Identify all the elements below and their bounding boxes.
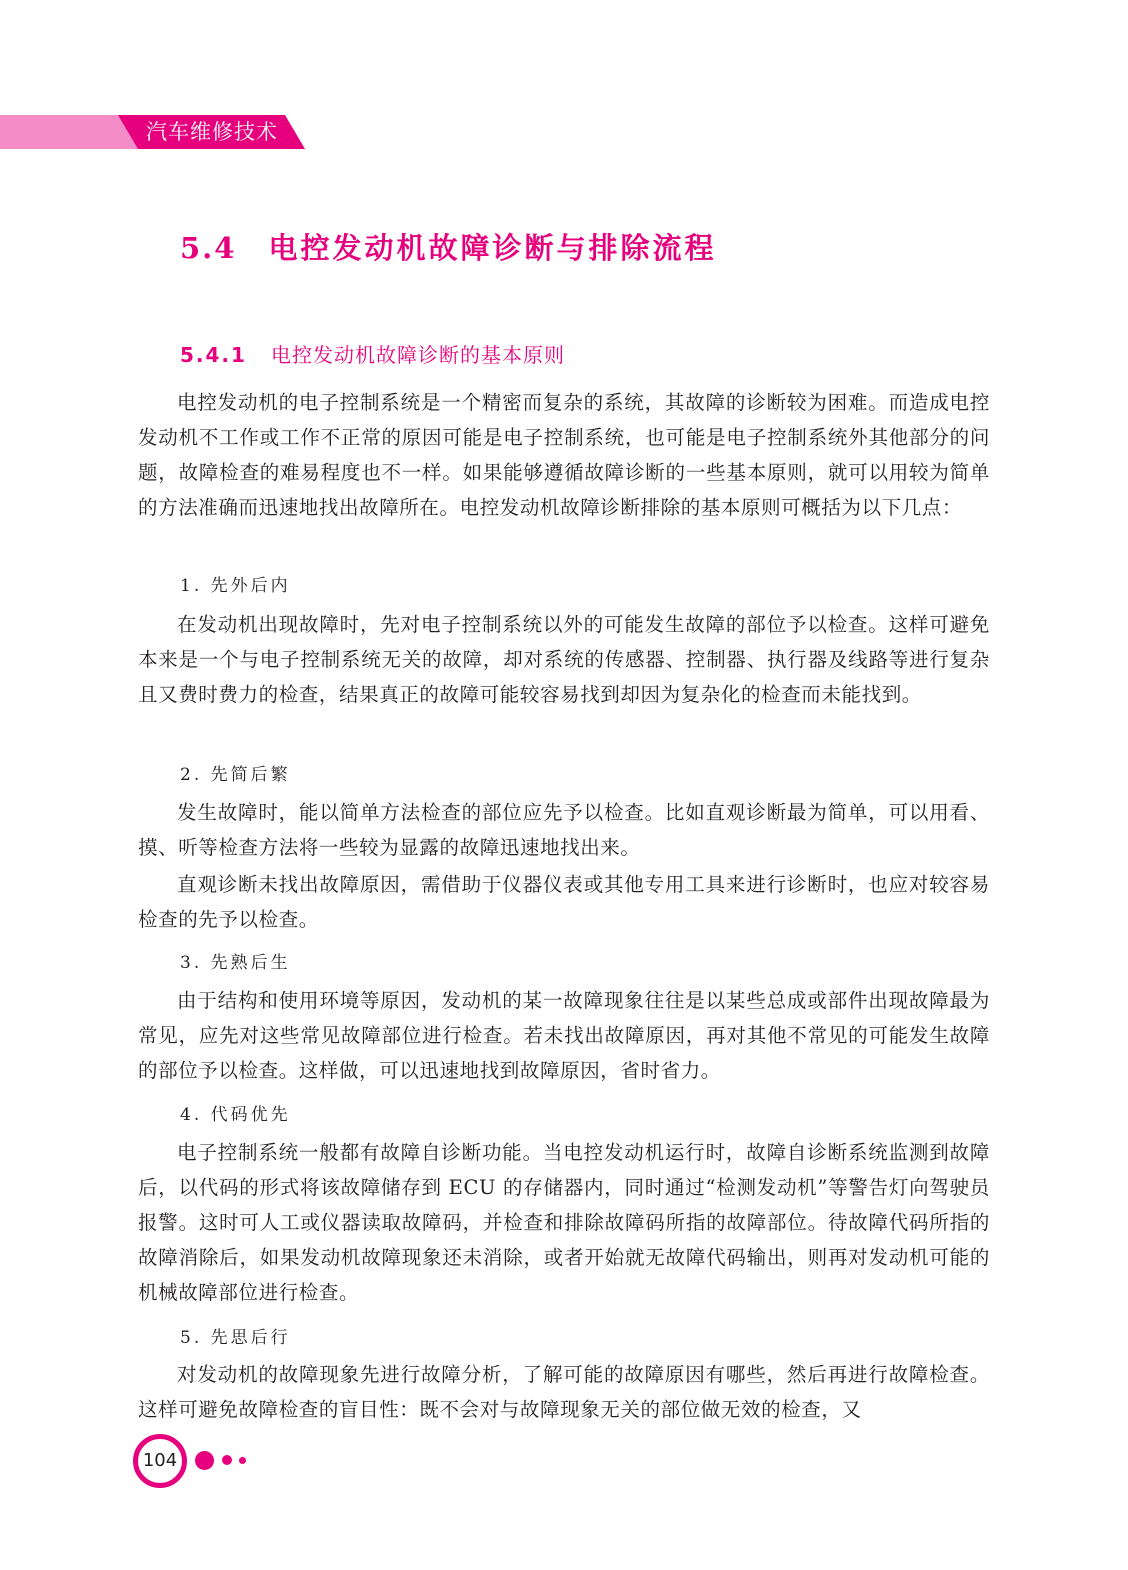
footer-dot-large	[195, 1451, 214, 1470]
item-heading-2: 2. 先简后繁	[180, 765, 291, 785]
section-number: 5.4	[180, 231, 237, 265]
item-paragraph-2-2: 直观诊断未找出故障原因，需借助于仪器仪表或其他专用工具来进行诊断时，也应对较容易检查的先予以检查。	[138, 873, 990, 931]
item-heading-1: 1. 先外后内	[180, 576, 291, 596]
item-heading-4: 4. 代码优先	[180, 1105, 291, 1125]
item-heading-5: 5. 先思后行	[180, 1328, 291, 1348]
book-title: 汽车维修技术	[146, 120, 278, 144]
footer-dot-small	[239, 1457, 246, 1464]
subsection-heading	[180, 339, 565, 368]
section-heading	[180, 226, 716, 267]
intro-paragraph: 电控发动机的电子控制系统是一个精密而复杂的系统，其故障的诊断较为困难。而造成电控发动机不工作或工作不正常的原因可能是电子控制系统，也可能是电子控制系统外其他部分的问题，故障检查的难易程度也不一样。如果能够遵循故障诊断的一些基本原则，就可以用较为简单的方法准确而迅速地找出故障所在。电控发动机故障诊断排除的基本原则可概括为以下几点：	[138, 391, 990, 519]
item-paragraph-5-1: 对发动机的故障现象先进行故障分析，了解可能的故障原因有哪些，然后再进行故障检查。这样可避免故障检查的盲目性：既不会对与故障现象无关的部位做无效的检查，又	[138, 1363, 990, 1421]
item-paragraph-1-1: 在发动机出现故障时，先对电子控制系统以外的可能发生故障的部位予以检查。这样可避免本来是一个与电子控制系统无关的故障，却对系统的传感器、控制器、执行器及线路等进行复杂且又费时费力的检查，结果真正的故障可能较容易找到却因为复杂化的检查而未能找到。	[138, 613, 990, 706]
subsection-number: 5.4.1	[180, 343, 247, 367]
footer-dot-medium	[222, 1455, 232, 1465]
item-heading-3: 3. 先熟后生	[180, 953, 291, 973]
item-paragraph-4-1: 电子控制系统一般都有故障自诊断功能。当电控发动机运行时，故障自诊断系统监测到故障后，以代码的形式将该故障储存到 ECU 的存储器内，同时通过“检测发动机”等警告灯向驾驶员报警。这时可人工或仪器读取故障码，并检查和排除故障码所指的故障部位。待故障代码所指的故障消除后，如果发动机故障现象还未消除，或者开始就无故障代码输出，则再对发动机可能的机械故障部位进行检查。	[138, 1141, 990, 1304]
section-title: 电控发动机故障诊断与排除流程	[268, 231, 717, 265]
subsection-title: 电控发动机故障诊断的基本原则	[270, 343, 565, 367]
page-number: 104	[133, 1434, 187, 1488]
item-paragraph-3-1: 由于结构和使用环境等原因，发动机的某一故障现象往往是以某些总成或部件出现故障最为常见，应先对这些常见故障部位进行检查。若未找出故障原因，再对其他不常见的可能发生故障的部位予以检查。这样做，可以迅速地找到故障原因，省时省力。	[138, 989, 990, 1082]
item-paragraph-2-1: 发生故障时，能以简单方法检查的部位应先予以检查。比如直观诊断最为简单，可以用看、摸、听等检查方法将一些较为显露的故障迅速地找出来。	[138, 801, 990, 859]
